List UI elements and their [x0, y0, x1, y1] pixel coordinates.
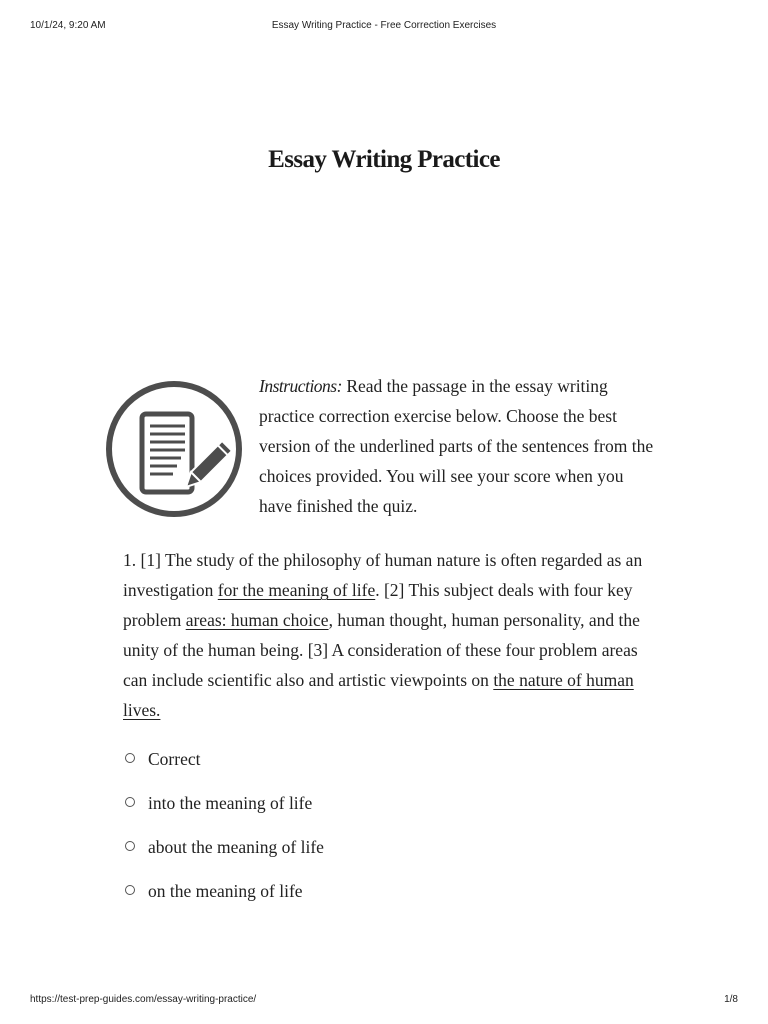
print-footer: [0, 994, 768, 1008]
answer-option-label[interactable]: Correct: [148, 749, 201, 769]
underlined-phrase: areas: human choice: [185, 610, 329, 630]
radio-button[interactable]: [125, 885, 135, 895]
instructions: [259, 371, 659, 521]
print-datetime: 10/1/24, 9:20 AM: [30, 20, 106, 31]
answer-option-label[interactable]: about the meaning of life: [148, 837, 324, 857]
radio-button[interactable]: [125, 841, 135, 851]
print-page-number: 1/8: [724, 994, 738, 1005]
answer-option[interactable]: [124, 789, 644, 833]
question-passage: [123, 545, 653, 725]
answer-option-label[interactable]: into the meaning of life: [148, 793, 313, 813]
underlined-phrase: the nature of human lives.: [123, 670, 634, 720]
underlined-phrase: for the meaning of life: [217, 580, 376, 600]
passage-text: 1. [1] The study of the philosophy of human nature is often regarded as an investigation: [123, 550, 643, 600]
answer-option-label[interactable]: on the meaning of life: [148, 881, 303, 901]
instructions-text: Read the passage in the essay writing practice correction exercise below. Choose the best version of the underlined parts of the sentences from the choices provided. You will see your score when you have finished the quiz.: [259, 376, 654, 516]
document-pencil-icon: [105, 380, 243, 518]
answer-option[interactable]: [124, 833, 644, 877]
instructions-label: Instructions:: [259, 376, 342, 396]
print-page-title: Essay Writing Practice - Free Correction Exercises: [271, 20, 497, 31]
print-header: [0, 20, 768, 34]
passage-text: . [2] This subject deals with four key problem: [123, 580, 633, 630]
print-url[interactable]: https://test-prep-guides.com/essay-writing-practice/: [30, 994, 257, 1005]
radio-button[interactable]: [125, 797, 135, 807]
radio-button[interactable]: [125, 753, 135, 763]
page-title: Essay Writing Practice: [268, 146, 500, 173]
answer-option[interactable]: [124, 745, 644, 789]
answer-option[interactable]: [124, 877, 644, 921]
answer-options: [124, 745, 644, 921]
passage-text: , human thought, human personality, and the unity of the human being. [3] A consideration of these four problem areas can include scientific also and artistic viewpoints on: [123, 610, 640, 690]
